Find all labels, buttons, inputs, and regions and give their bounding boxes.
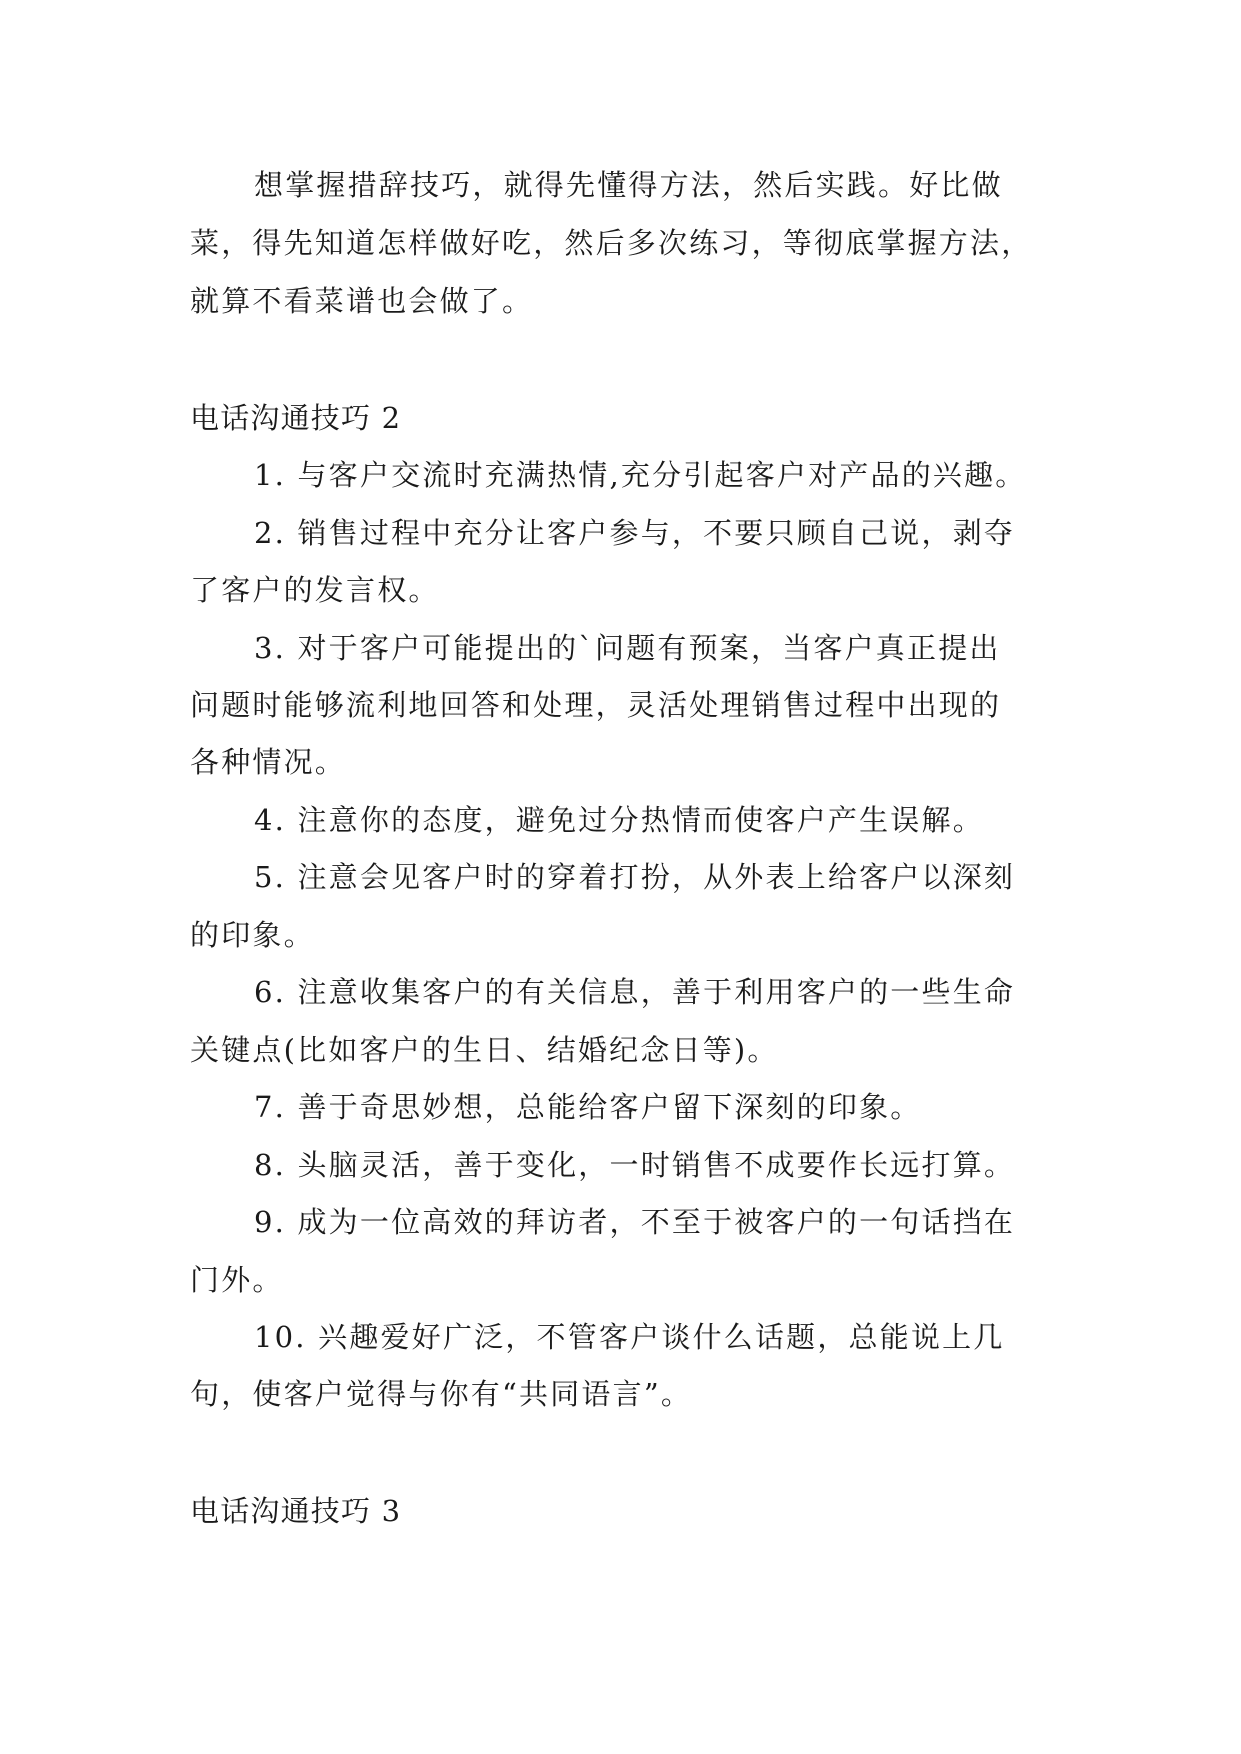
tip-5-line-1: 5. 注意会见客户时的穿着打扮，从外表上给客户以深刻 [254, 860, 1016, 894]
tip-5-line-2: 的印象。 [190, 918, 315, 952]
tip-9-line-2: 门外。 [190, 1263, 284, 1297]
tip-4-line-1: 4. 注意你的态度，避免过分热情而使客户产生误解。 [254, 803, 984, 837]
tip-3-line-3: 各种情况。 [190, 745, 347, 779]
tip-9-line-1: 9. 成为一位高效的拜访者，不至于被客户的一句话挡在 [254, 1205, 1016, 1239]
intro-line-2: 菜，得先知道怎样做好吃，然后多次练习，等彻底掌握方法， [190, 226, 1033, 260]
tip-7-line-1: 7. 善于奇思妙想，总能给客户留下深刻的印象。 [254, 1090, 922, 1124]
tip-10-line-1: 10. 兴趣爱好广泛，不管客户谈什么话题，总能说上几 [254, 1320, 1005, 1354]
tip-6-line-1: 6. 注意收集客户的有关信息，善于利用客户的一些生命 [254, 975, 1016, 1009]
tip-10-line-2: 句，使客户觉得与你有“共同语言”。 [190, 1377, 693, 1411]
intro-line-1: 想掌握措辞技巧，就得先懂得方法，然后实践。好比做 [254, 168, 1003, 202]
tip-1-line-1: 1. 与客户交流时充满热情,充分引起客户对产品的兴趣。 [254, 458, 1027, 492]
section-heading-2: 电话沟通技巧 2 [190, 401, 402, 435]
section-heading-3: 电话沟通技巧 3 [190, 1494, 402, 1528]
tip-6-line-2: 关键点(比如客户的生日、结婚纪念日等)。 [190, 1033, 779, 1067]
tip-2-line-1: 2. 销售过程中充分让客户参与，不要只顾自己说，剥夺 [254, 516, 1016, 550]
tip-2-line-2: 了客户的发言权。 [190, 573, 440, 607]
tip-3-line-1: 3. 对于客户可能提出的`问题有预案，当客户真正提出 [254, 631, 1001, 665]
tip-8-line-1: 8. 头脑灵活，善于变化，一时销售不成要作长远打算。 [254, 1148, 1016, 1182]
intro-line-3: 就算不看菜谱也会做了。 [190, 284, 534, 318]
tip-3-line-2: 问题时能够流利地回答和处理，灵活处理销售过程中出现的 [190, 688, 1002, 722]
